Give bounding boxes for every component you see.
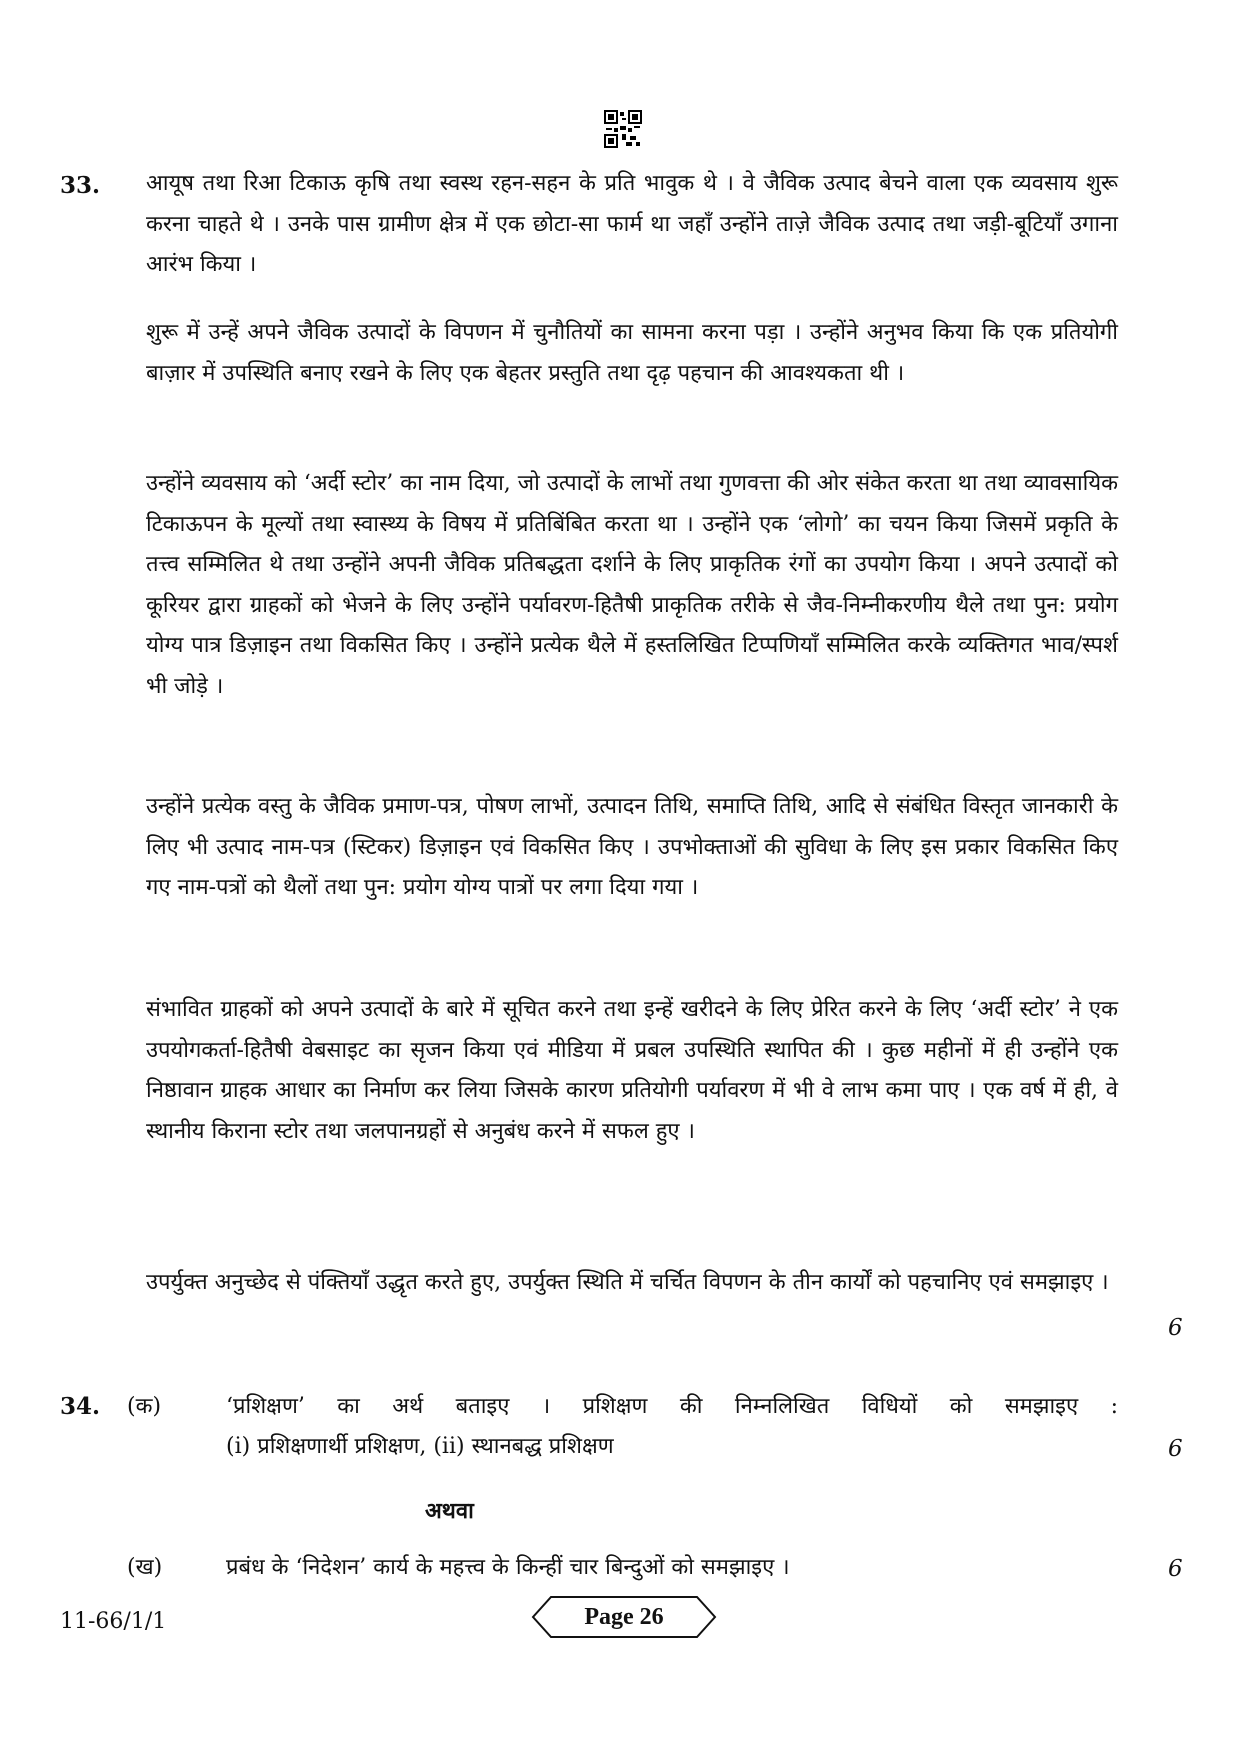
- question-number: 33.: [60, 172, 101, 199]
- q34-option-a-label: (क): [127, 1394, 162, 1419]
- q34-option-b-label: (ख): [127, 1555, 163, 1580]
- q33-paragraph-4: उन्होंने प्रत्येक वस्तु के जैविक प्रमाण-पत्र, पोषण लाभों, उत्पादन तिथि, समाप्ति तिथि, आदि से संबंधित विस्तृत जानकारी के लिए भी उत्पाद नाम-पत्र (स्टिकर) डिज़ाइन एवं विकसित किए । उपभोक्ताओं की सुविधा के लिए इस प्रकार विकसित किए गए नाम-पत्रों को थैलों तथा पुन: प्रयोग योग्य पात्रों पर लगा दिया गया ।: [146, 794, 1118, 900]
- q33-paragraph-5: संभावित ग्राहकों को अपने उत्पादों के बारे में सूचित करने तथा इन्हें खरीदने के लिए प्रेरित करने के लिए ‘अर्दी स्टोर’ ने एक उपयोगकर्ता-हितैषी वेबसाइट का सृजन किया एवं मीडिया में प्रबल उपस्थिति स्थापित की । कुछ महीनों में ही उन्होंने एक निष्ठावान ग्राहक आधार का निर्माण कर लिया जिसके कारण प्रतियोगी पर्यावरण में भी वे लाभ कमा पाए । एक वर्ष में ही, वे स्थानीय किराना स्टोर तथा जलपानग्रहों से अनुबंध करने में सफल हुए ।: [146, 997, 1118, 1144]
- q33-marks: 6: [1168, 1315, 1183, 1341]
- question-number: 34.: [60, 1393, 101, 1420]
- q34-option-b-text: प्रबंध के ‘निदेशन’ कार्य के महत्त्व के किन्हीं चार बिन्दुओं को समझाइए ।: [226, 1555, 790, 1580]
- page-indicator: [531, 1595, 717, 1639]
- q33-question: उपर्युक्त अनुच्छेद से पंक्तियाँ उद्धृत करते हुए, उपर्युक्त स्थिति में चर्चित विपणन के तीन कार्यों को पहचानिए एवं समझाइए ।: [146, 1270, 1109, 1295]
- qr-code: [604, 110, 642, 148]
- q33-paragraph-2: शुरू में उन्हें अपने जैविक उत्पादों के विपणन में चुनौतियों का सामना करना पड़ा । उन्होंने अनुभव किया कि एक प्रतियोगी बाज़ार में उपस्थिति बनाए रखने के लिए एक बेहतर प्रस्तुति तथा दृढ़ पहचान की आवश्यकता थी ।: [146, 320, 1118, 386]
- q33-paragraph-1: आयूष तथा रिआ टिकाऊ कृषि तथा स्वस्थ रहन-सहन के प्रति भावुक थे । वे जैविक उत्पाद बेचने वाला एक व्यवसाय शुरू करना चाहते थे । उनके पास ग्रामीण क्षेत्र में एक छोटा-सा फार्म था जहाँ उन्होंने ताज़े जैविक उत्पाद तथा जड़ी-बूटियाँ उगाना आरंभ किया ।: [146, 171, 1118, 277]
- q34-option-a-line-1: ‘प्रशिक्षण’ का अर्थ बताइए । प्रशिक्षण की निम्नलिखित विधियों को समझाइए :: [226, 1394, 1118, 1419]
- page-number: Page 26: [584, 1604, 664, 1630]
- q34-option-b-marks: 6: [1168, 1556, 1183, 1582]
- q34-option-a-line-2: (i) प्रशिक्षणार्थी प्रशिक्षण, (ii) स्थानबद्ध प्रशिक्षण: [226, 1434, 614, 1459]
- or-separator: अथवा: [425, 1498, 474, 1524]
- paper-code: 11-66/1/1: [60, 1609, 167, 1634]
- q34-option-a-marks: 6: [1168, 1436, 1183, 1462]
- q33-paragraph-3: उन्होंने व्यवसाय को ‘अर्दी स्टोर’ का नाम दिया, जो उत्पादों के लाभों तथा गुणवत्ता की ओर संकेत करता था तथा व्यावसायिक टिकाऊपन के मूल्यों तथा स्वास्थ्य के विषय में प्रतिबिंबित करता था । उन्होंने एक ‘लोगो’ का चयन किया जिसमें प्रकृति के तत्त्व सम्मिलित थे तथा उन्होंने अपनी जैविक प्रतिबद्धता दर्शाने के लिए प्राकृतिक रंगों का उपयोग किया । अपने उत्पादों को कूरियर द्वारा ग्राहकों को भेजने के लिए उन्होंने पर्यावरण-हितैषी प्राकृतिक तरीके से जैव-निम्नीकरणीय थैले तथा पुन: प्रयोग योग्य पात्र डिज़ाइन तथा विकसित किए । उन्होंने प्रत्येक थैले में हस्तलिखित टिप्पणियाँ सम्मिलित करके व्यक्तिगत भाव/स्पर्श भी जोड़े ।: [146, 471, 1118, 699]
